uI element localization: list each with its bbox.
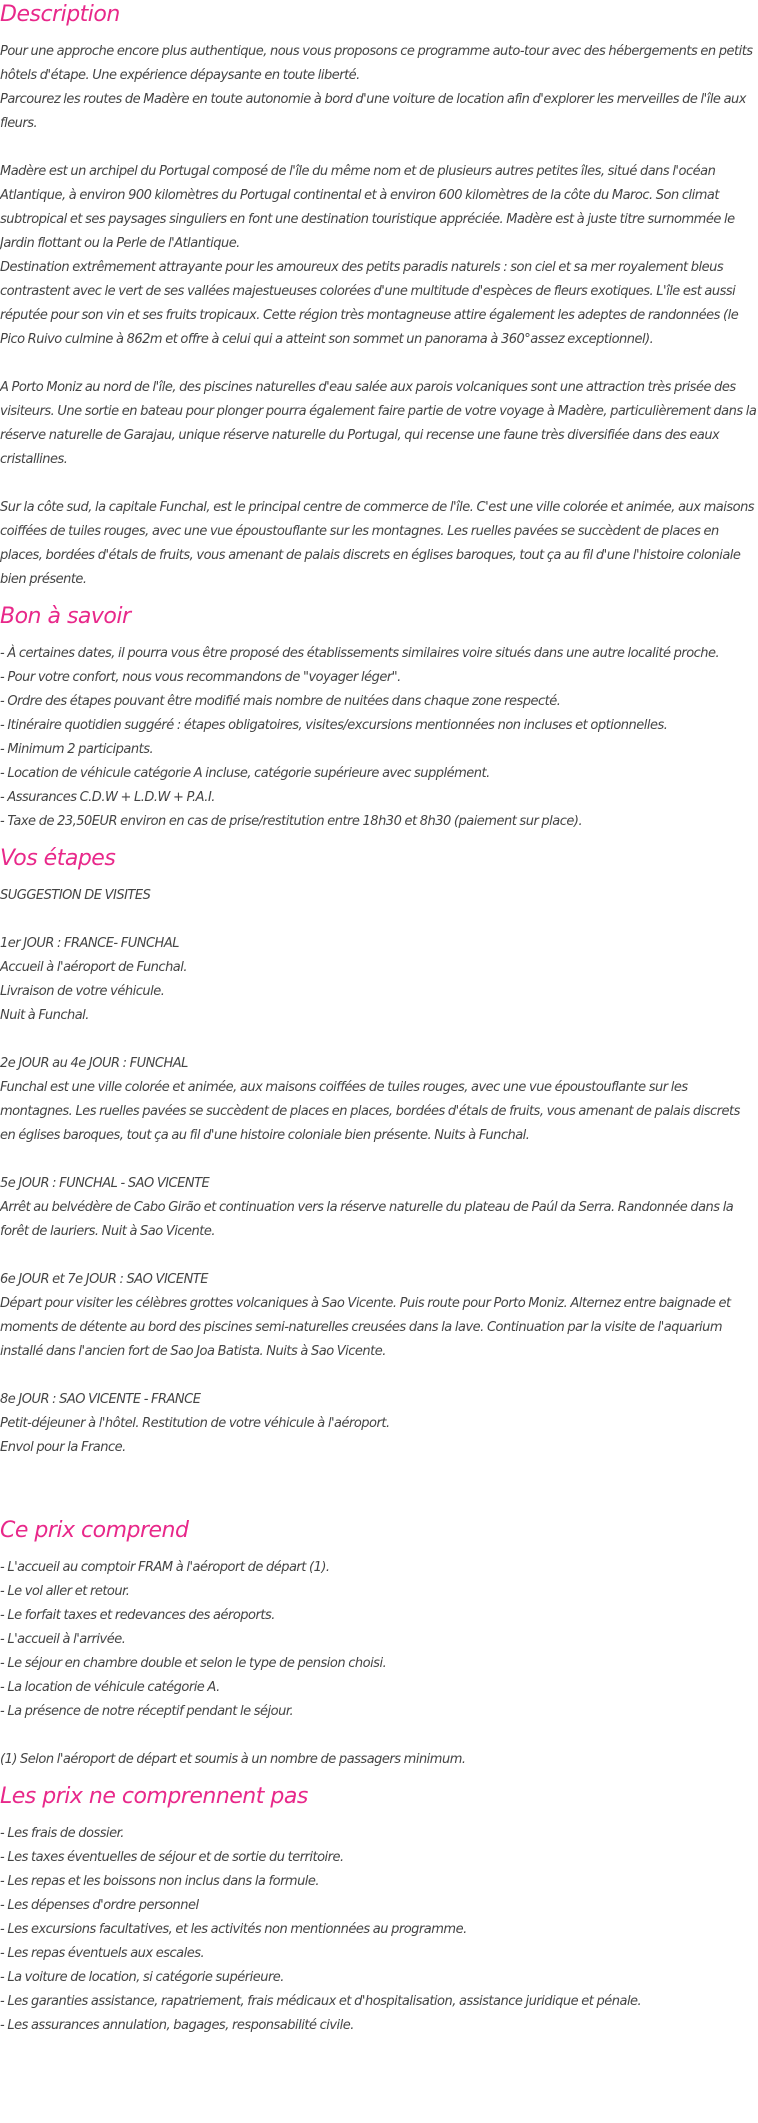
list-item: - Le séjour en chambre double et selon le type de pension choisi. xyxy=(0,1656,387,1671)
day-heading: 6e JOUR et 7e JOUR : SAO VICENTE xyxy=(0,1272,208,1287)
day-text: Départ pour visiter les célèbres grottes volcaniques à Sao Vicente. Puis route pour Porto Moniz. Alternez entre baignade et moments de détente au bord des piscines semi-naturelles creusées dans la lave. Continuation par la visite de l'aquarium installé dans l'ancien fort de Sao Joa Batista. Nuits à Sao Vicente. xyxy=(0,1296,731,1359)
list-item: - Assurances C.D.W + L.D.W + P.A.I. xyxy=(0,790,215,805)
prix-ne-comprennent-pas-title: Les prix ne comprennent pas xyxy=(0,1784,308,1809)
bon-a-savoir-title: Bon à savoir xyxy=(0,604,131,629)
day-heading: 8e JOUR : SAO VICENTE - FRANCE xyxy=(0,1392,201,1407)
description-paragraph: A Porto Moniz au nord de l'île, des piscines naturelles d'eau salée aux parois volcaniques sont une attraction très prisée des visiteurs. Une sortie en bateau pour plonger pourra également faire partie de votre voyage à Madère, particulièrement dans la réserve naturelle de Garajau, unique réserve naturelle du Portugal, qui recense une faune très diversifiée dans des eaux cristallines. xyxy=(0,380,757,467)
list-item: - L'accueil à l'arrivée. xyxy=(0,1632,126,1647)
list-item: - Les excursions facultatives, et les activités non mentionnées au programme. xyxy=(0,1922,467,1937)
list-item: - L'accueil au comptoir FRAM à l'aéroport de départ (1). xyxy=(0,1560,330,1575)
description-paragraph: Pour une approche encore plus authentique, nous vous proposons ce programme auto-tour avec des hébergements en petits hôtels d'étape. Une expérience dépaysante en toute liberté. xyxy=(0,44,753,83)
day-block xyxy=(0,1172,758,1244)
list-item: - Les garanties assistance, rapatriement, frais médicaux et d'hospitalisation, assistance juridique et pénale. xyxy=(0,1994,642,2009)
footnote: (1) Selon l'aéroport de départ et soumis à un nombre de passagers minimum. xyxy=(0,1752,466,1767)
list-item: - Minimum 2 participants. xyxy=(0,742,154,757)
prix-ne-comprennent-pas-section xyxy=(0,1782,758,2038)
list-item: - Location de véhicule catégorie A incluse, catégorie supérieure avec supplément. xyxy=(0,766,490,781)
list-item: - Ordre des étapes pouvant être modifié mais nombre de nuitées dans chaque zone respecté. xyxy=(0,694,561,709)
list-item: - Les repas éventuels aux escales. xyxy=(0,1946,205,1961)
day-block xyxy=(0,1052,758,1148)
description-paragraph: Parcourez les routes de Madère en toute autonomie à bord d'une voiture de location afin d'explorer les merveilles de l'île aux fleurs. xyxy=(0,92,746,131)
day-text: Nuit à Funchal. xyxy=(0,1008,89,1023)
list-item: - Les assurances annulation, bagages, responsabilité civile. xyxy=(0,2018,354,2033)
list-item: - Les frais de dossier. xyxy=(0,1826,124,1841)
description-title: Description xyxy=(0,2,120,27)
day-heading: 1er JOUR : FRANCE- FUNCHAL xyxy=(0,936,179,951)
bon-a-savoir-section xyxy=(0,602,758,834)
list-item: - Les repas et les boissons non inclus dans la formule. xyxy=(0,1874,320,1889)
day-text: Arrêt au belvédère de Cabo Girão et continuation vers la réserve naturelle du plateau de Paúl da Serra. Randonnée dans la forêt de lauriers. Nuit à Sao Vicente. xyxy=(0,1200,734,1239)
list-item: - Les dépenses d'ordre personnel xyxy=(0,1898,199,1913)
day-text: Envol pour la France. xyxy=(0,1440,126,1455)
prix-comprend-title: Ce prix comprend xyxy=(0,1518,189,1543)
list-item: - Les taxes éventuelles de séjour et de sortie du territoire. xyxy=(0,1850,344,1865)
day-text: Accueil à l'aéroport de Funchal. xyxy=(0,960,188,975)
day-block xyxy=(0,1268,758,1364)
description-paragraph: Madère est un archipel du Portugal composé de l'île du même nom et de plusieurs autres petites îles, situé dans l'océan Atlantique, à environ 900 kilomètres du Portugal continental et à environ 600 kilomètres de la côte du Maroc. Son climat subtropical et ses paysages singuliers en font une destination touristique appréciée. Madère est à juste titre surnommée le Jardin flottant ou la Perle de l'Atlantique. xyxy=(0,164,735,251)
list-item: - La location de véhicule catégorie A. xyxy=(0,1680,220,1695)
list-item: - Pour votre confort, nous vous recommandons de "voyager léger". xyxy=(0,670,401,685)
day-text: Petit-déjeuner à l'hôtel. Restitution de votre véhicule à l'aéroport. xyxy=(0,1416,390,1431)
description-section xyxy=(0,0,758,592)
list-item: - Taxe de 23,50EUR environ en cas de prise/restitution entre 18h30 et 8h30 (paiement sur place). xyxy=(0,814,583,829)
suggestion-label: SUGGESTION DE VISITES xyxy=(0,888,151,903)
prix-comprend-section xyxy=(0,1516,758,1772)
day-heading: 5e JOUR : FUNCHAL - SAO VICENTE xyxy=(0,1176,210,1191)
list-item: - La voiture de location, si catégorie supérieure. xyxy=(0,1970,284,1985)
day-heading: 2e JOUR au 4e JOUR : FUNCHAL xyxy=(0,1056,188,1071)
list-item: - La présence de notre réceptif pendant le séjour. xyxy=(0,1704,294,1719)
description-paragraph: Destination extrêmement attrayante pour les amoureux des petits paradis naturels : son ciel et sa mer royalement bleus contrastent avec le vert de ses vallées majestueuses colorées d'une multitude d'espèces de fleurs exotiques. L'île est aussi réputée pour son vin et ses fruits tropicaux. Cette région très montagneuse attire également les adeptes de randonnées (le Pico Ruivo culmine à 862m et offre à celui qui a atteint son sommet un panorama à 360°assez exceptionnel). xyxy=(0,260,739,347)
description-paragraph: Sur la côte sud, la capitale Funchal, est le principal centre de commerce de l'île. C'est une ville colorée et animée, aux maisons coiffées de tuiles rouges, avec une vue époustouflante sur les montagnes. Les ruelles pavées se succèdent de places en places, bordées d'étals de fruits, vous amenant de palais discrets en églises baroques, tout ça au fil d'une l'histoire coloniale bien présente. xyxy=(0,500,755,587)
list-item: - Itinéraire quotidien suggéré : étapes obligatoires, visites/excursions mentionnées non incluses et optionnelles. xyxy=(0,718,668,733)
etapes-title: Vos étapes xyxy=(0,846,116,871)
day-text: Livraison de votre véhicule. xyxy=(0,984,165,999)
day-block xyxy=(0,1388,758,1460)
list-item: - Le forfait taxes et redevances des aéroports. xyxy=(0,1608,275,1623)
day-block xyxy=(0,932,758,1028)
etapes-section xyxy=(0,844,758,1460)
list-item: - À certaines dates, il pourra vous être proposé des établissements similaires voire situés dans une autre localité proche. xyxy=(0,646,720,661)
list-item: - Le vol aller et retour. xyxy=(0,1584,130,1599)
day-text: Funchal est une ville colorée et animée, aux maisons coiffées de tuiles rouges, avec une vue époustouflante sur les montagnes. Les ruelles pavées se succèdent de places en places, bordées d'étals de fruits, vous amenant de palais discrets en églises baroques, tout ça au fil d'une histoire coloniale bien présente. Nuits à Funchal. xyxy=(0,1080,740,1143)
